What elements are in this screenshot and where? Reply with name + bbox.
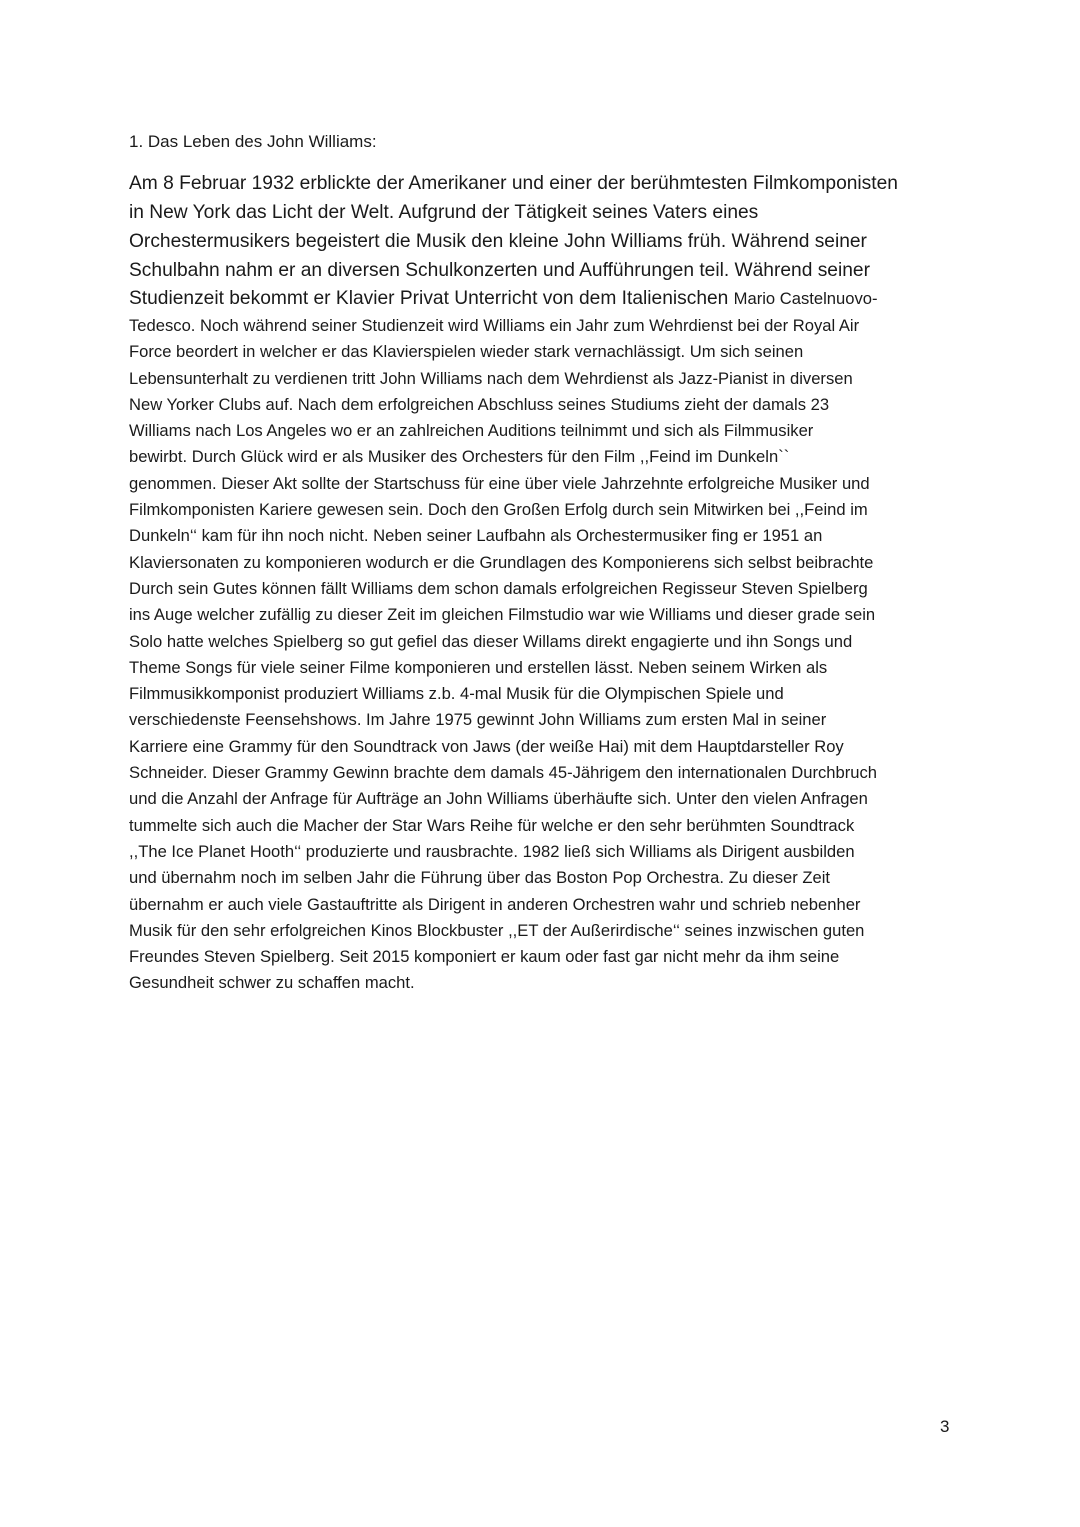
paragraph-line: verschiedenste Feensehshows. Im Jahre 1975 gewinnt John Williams zum ersten Mal in seiner	[129, 710, 827, 730]
page-number: 3	[940, 1417, 950, 1436]
paragraph-line: Musik für den sehr erfolgreichen Kinos Blockbuster ,,ET der Außerirdische‘‘ seines inzwischen guten	[129, 920, 865, 940]
paragraph-line: genommen. Dieser Akt sollte der Startschuss für eine über viele Jahrzehnte erfolgreiche Musiker und	[129, 473, 870, 493]
paragraph-line-mixed	[129, 285, 959, 313]
paragraph-line: Williams nach Los Angeles wo er an zahlreichen Auditions teilnimmt und sich als Filmmusiker	[129, 421, 814, 441]
paragraph-line: Freundes Steven Spielberg. Seit 2015 komponiert er kaum oder fast gar nicht mehr da ihm seine	[129, 947, 840, 967]
line-large-part: Studienzeit bekommt er Klavier Privat Unterricht von dem Italienischen	[129, 288, 734, 309]
line-small-part: Mario Castelnuovo-	[733, 289, 878, 308]
paragraph-line: bewirbt. Durch Glück wird er als Musiker des Orchesters für den Film ,,Feind im Dunkeln``	[129, 447, 790, 467]
paragraph-line: Solo hatte welches Spielberg so gut gefiel das dieser Willams direkt engagierte und ihn Songs und	[129, 631, 853, 651]
paragraph-line: ins Auge welcher zufällig zu dieser Zeit im gleichen Filmstudio war wie Williams und dieser grade sein	[129, 605, 876, 625]
body-paragraph	[129, 169, 959, 997]
paragraph-line: Klaviersonaten zu komponieren wodurch er die Grundlagen des Komponierens sich selbst beibrachte	[129, 552, 874, 572]
paragraph-line: Dunkeln‘‘ kam für ihn noch nicht. Neben seiner Laufbahn als Orchestermusiker fing er 1951 an	[129, 526, 823, 546]
paragraph-line: Durch sein Gutes können fällt Williams dem schon damals erfolgreichen Regisseur Steven Spielberg	[129, 578, 868, 598]
paragraph-line: Theme Songs für viele seiner Filme komponieren und erstellen lässt. Neben seinem Wirken als	[129, 657, 828, 677]
paragraph-line: Am 8 Februar 1932 erblickte der Amerikaner und einer der berühmtesten Filmkomponisten	[129, 173, 898, 194]
paragraph-line: übernahm er auch viele Gastauftritte als Dirigent in anderen Orchestren wahr und schrieb nebenher	[129, 894, 861, 914]
paragraph-line: Schulbahn nahm er an diversen Schulkonzerten und Aufführungen teil. Während seiner	[129, 260, 870, 281]
paragraph-line: Orchestermusikers begeistert die Musik den kleine John Williams früh. Während seiner	[129, 231, 867, 252]
paragraph-line: Gesundheit schwer zu schaffen macht.	[129, 973, 415, 993]
paragraph-line: Tedesco. Noch während seiner Studienzeit wird Williams ein Jahr zum Wehrdienst bei der Royal Air	[129, 316, 860, 335]
paragraph-line: Lebensunterhalt zu verdienen tritt John Williams nach dem Wehrdienst als Jazz-Pianist in diversen	[129, 368, 853, 388]
paragraph-line: Filmmusikkomponist produziert Williams z.b. 4-mal Musik für die Olympischen Spiele und	[129, 684, 784, 704]
section-heading: 1. Das Leben des John Williams:	[129, 132, 377, 151]
paragraph-line: Karriere eine Grammy für den Soundtrack von Jaws (der weiße Hai) mit dem Hauptdarsteller Roy	[129, 736, 844, 756]
paragraph-line: Schneider. Dieser Grammy Gewinn brachte dem damals 45-Jährigem den internationalen Durchbruch	[129, 763, 878, 783]
paragraph-line: Force beordert in welcher er das Klavierspielen wieder stark vernachlässigt. Um sich seinen	[129, 342, 804, 362]
paragraph-line: in New York das Licht der Welt. Aufgrund der Tätigkeit seines Vaters eines	[129, 202, 759, 223]
paragraph-line: New Yorker Clubs auf. Nach dem erfolgreichen Abschluss seines Studiums zieht der damals 23	[129, 394, 830, 414]
paragraph-line: und übernahm noch im selben Jahr die Führung über das Boston Pop Orchestra. Zu dieser Zeit	[129, 868, 831, 888]
paragraph-line: und die Anzahl der Anfrage für Aufträge an John Williams überhäufte sich. Unter den vielen Anfragen	[129, 789, 868, 809]
paragraph-line: tummelte sich auch die Macher der Star Wars Reihe für welche er den sehr berühmten Soundtrack	[129, 815, 855, 835]
paragraph-line: ,,The Ice Planet Hooth‘‘ produzierte und rausbrachte. 1982 ließ sich Williams als Dirigent ausbilden	[129, 841, 855, 861]
paragraph-line: Filmkomponisten Kariere gewesen sein. Doch den Großen Erfolg durch sein Mitwirken bei ,,Feind im	[129, 500, 868, 520]
